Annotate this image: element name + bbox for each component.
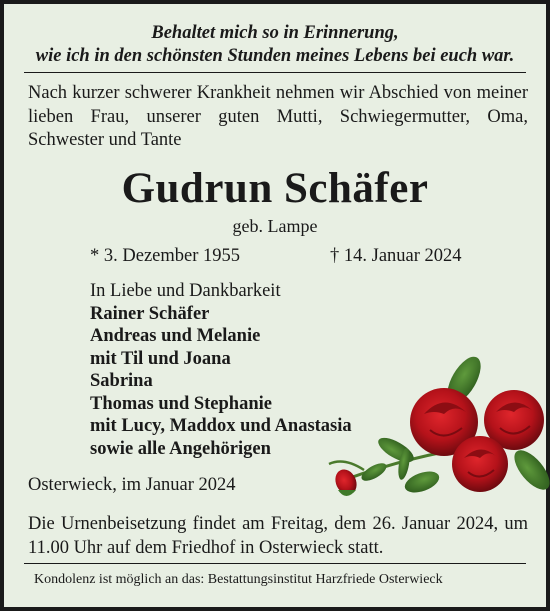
mourner-item: mit Lucy, Maddox und Anastasia	[90, 416, 352, 436]
mourner-lead: In Liebe und Dankbarkeit	[90, 281, 281, 301]
mourner-item: Sabrina	[90, 371, 153, 391]
death-date: † 14. Januar 2024	[330, 246, 462, 266]
funeral-info: Die Urnenbeisetzung findet am Freitag, dem 26. Januar 2024, um 11.00 Uhr auf dem Friedhof in Osterwieck statt.	[28, 514, 528, 558]
condolence-note: Kondolenz ist möglich an das: Bestattungsinstitut Harzfriede Osterwieck	[34, 572, 443, 587]
roses-image	[304, 352, 550, 512]
place-date: Osterwieck, im Januar 2024	[28, 475, 236, 495]
motto	[4, 22, 546, 68]
intro-text: Nach kurzer schwerer Krankheit nehmen wir Abschied von meiner lieben Frau, unserer guten Mutti, Schwiegermutter, Oma, Schwester und Tante	[28, 83, 528, 150]
divider-bottom	[24, 563, 526, 564]
maiden-name: geb. Lampe	[232, 216, 318, 236]
deceased-name: Gudrun Schäfer	[121, 165, 429, 212]
divider-top	[24, 72, 526, 73]
mourner-item: Thomas und Stephanie	[90, 393, 272, 414]
mourner-item: mit Til und Joana	[90, 348, 231, 369]
birth-date: * 3. Dezember 1955	[90, 246, 241, 266]
mourner-item: Rainer Schäfer	[90, 303, 210, 324]
mourner-item: Andreas und Melanie	[90, 326, 261, 346]
mourner-item: sowie alle Angehörigen	[90, 438, 271, 459]
motto-line-2: wie ich in den schönsten Stunden meines Lebens bei euch war.	[35, 46, 515, 66]
motto-line-1: Behaltet mich so in Erinnerung,	[151, 23, 399, 43]
